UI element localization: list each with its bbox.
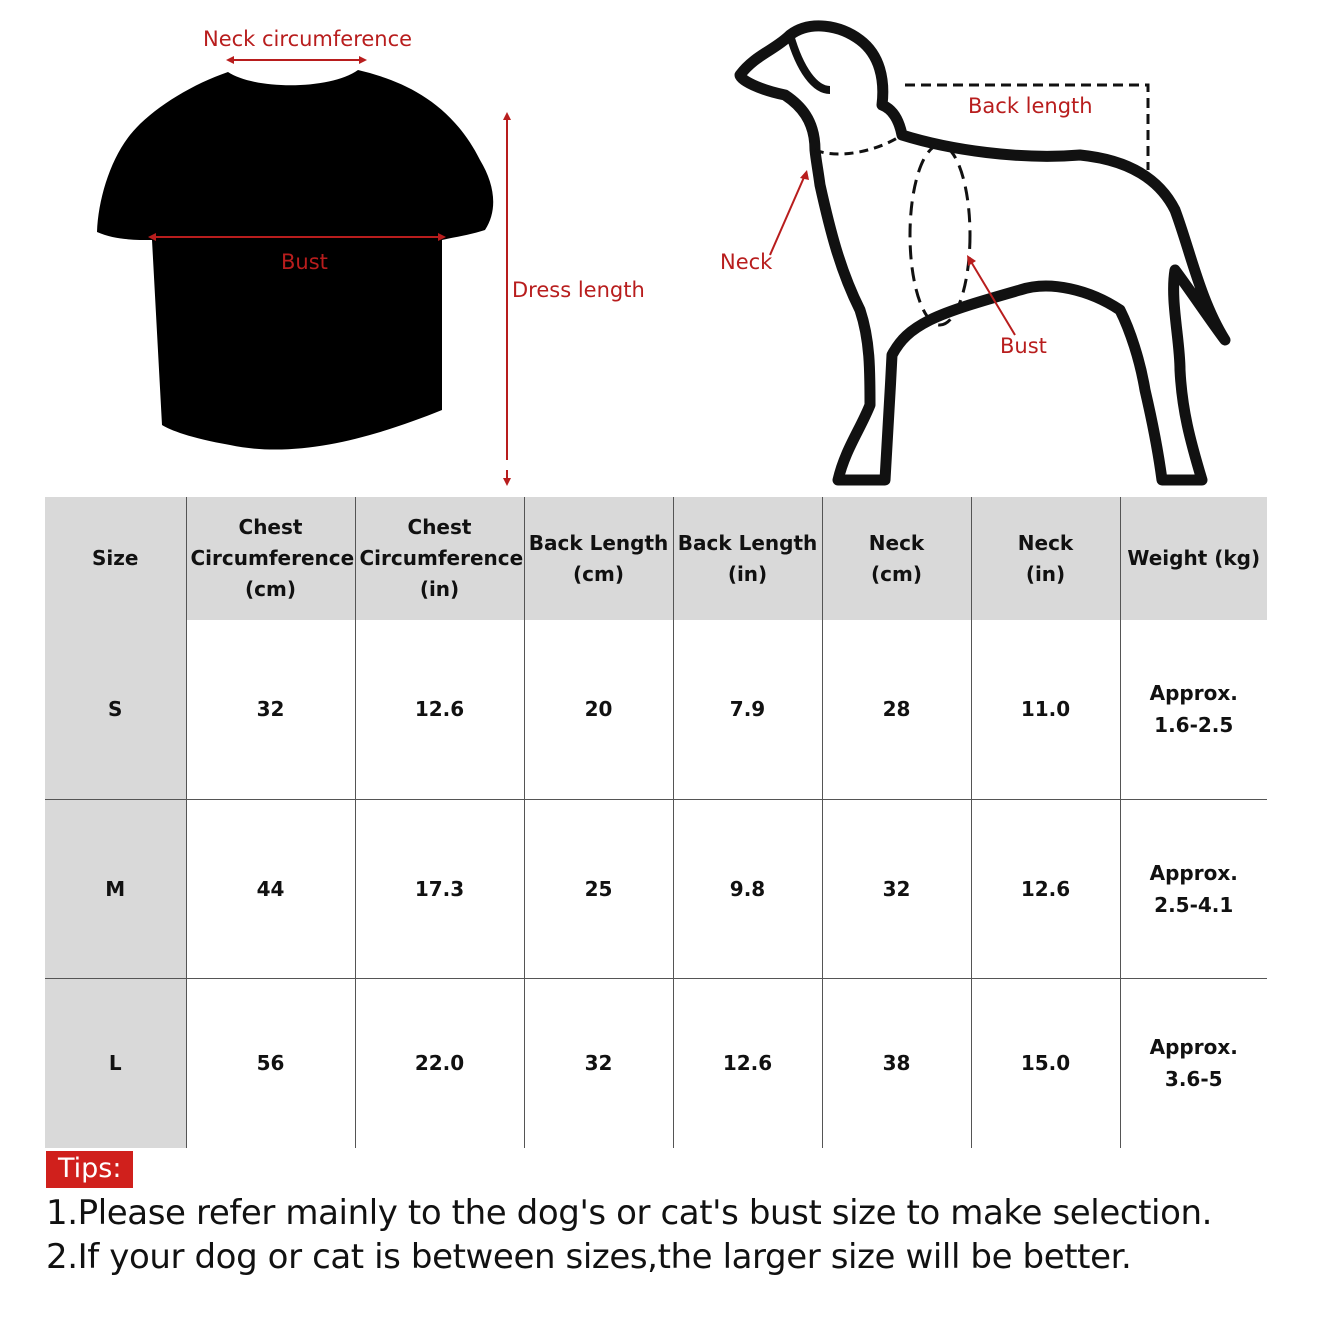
- table-cell: 15.0: [971, 978, 1120, 1148]
- table-cell: 11.0: [971, 620, 1120, 799]
- table-cell: 17.3: [355, 799, 524, 978]
- table-cell: 12.6: [971, 799, 1120, 978]
- table-cell: 32: [822, 799, 971, 978]
- tip-line-2: 2.If your dog or cat is between sizes,the larger size will be better.: [46, 1237, 1132, 1277]
- table-cell: 38: [822, 978, 971, 1148]
- size-cell: M: [45, 799, 186, 978]
- header-weight: Weight (kg): [1120, 497, 1267, 620]
- header-chest-cm: Chest Circumference (cm): [186, 497, 355, 620]
- tip-line-1: 1.Please refer mainly to the dog's or cat's bust size to make selection.: [46, 1193, 1213, 1233]
- size-table: [45, 497, 1267, 1148]
- table-cell: 12.6: [673, 978, 822, 1148]
- dress-length-label: Dress length: [512, 278, 645, 302]
- bust-label-shirt: Bust: [281, 250, 328, 274]
- table-header-row: [45, 497, 1267, 620]
- size-cell: S: [45, 620, 186, 799]
- bust-label-dog: Bust: [1000, 334, 1047, 358]
- weight-cell: Approx. 1.6-2.5: [1120, 620, 1267, 799]
- table-cell: 32: [524, 978, 673, 1148]
- table-cell: 22.0: [355, 978, 524, 1148]
- weight-cell: Approx. 3.6-5: [1120, 978, 1267, 1148]
- header-back-length-in: Back Length (in): [673, 497, 822, 620]
- table-row: [45, 799, 1267, 978]
- back-length-label: Back length: [968, 94, 1093, 118]
- table-cell: 32: [186, 620, 355, 799]
- table-cell: 25: [524, 799, 673, 978]
- header-chest-in: Chest Circumference (in): [355, 497, 524, 620]
- table-row: [45, 620, 1267, 799]
- tips-badge: Tips:: [46, 1151, 133, 1188]
- header-neck-in: Neck (in): [971, 497, 1120, 620]
- header-size: Size: [45, 497, 186, 620]
- size-cell: L: [45, 978, 186, 1148]
- table-cell: 7.9: [673, 620, 822, 799]
- table-cell: 56: [186, 978, 355, 1148]
- dress-length-arrow-bottom: [497, 470, 517, 490]
- dog-illustration: [720, 10, 1250, 500]
- table-row: [45, 978, 1267, 1148]
- table-cell: 28: [822, 620, 971, 799]
- table-cell: 44: [186, 799, 355, 978]
- neck-label-dog: Neck: [720, 250, 773, 274]
- table-cell: 9.8: [673, 799, 822, 978]
- header-neck-cm: Neck (cm): [822, 497, 971, 620]
- size-diagram: [0, 0, 1340, 500]
- neck-circumference-label: Neck circumference: [203, 27, 413, 51]
- header-back-length-cm: Back Length (cm): [524, 497, 673, 620]
- table-cell: 20: [524, 620, 673, 799]
- table-cell: 12.6: [355, 620, 524, 799]
- weight-cell: Approx. 2.5-4.1: [1120, 799, 1267, 978]
